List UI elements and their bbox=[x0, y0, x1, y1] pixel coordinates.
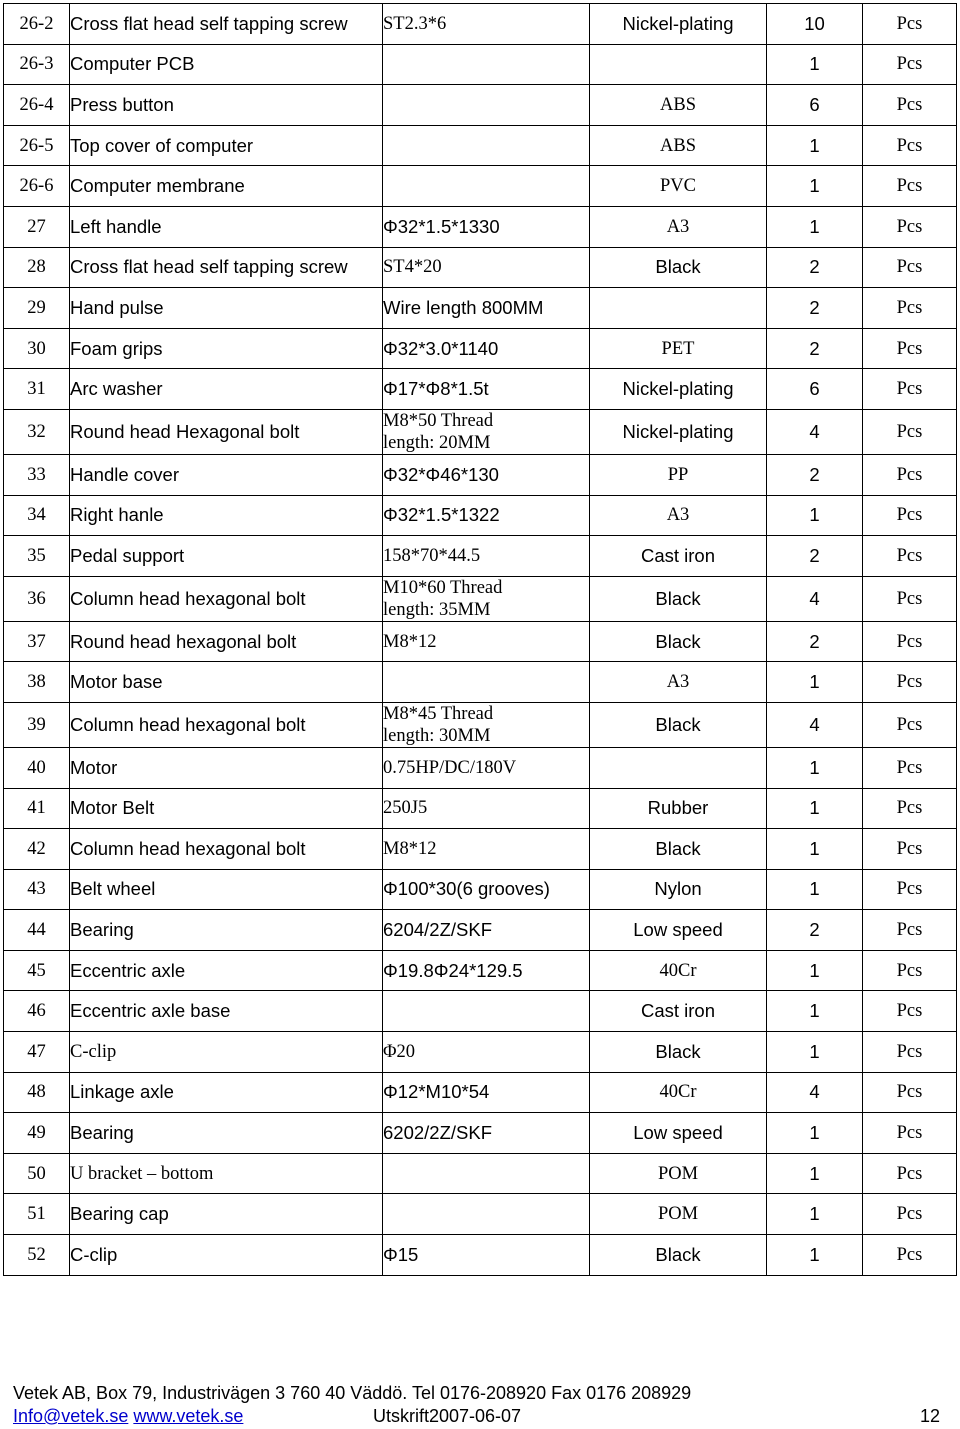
row-number: 41 bbox=[4, 788, 70, 829]
row-specification: 158*70*44.5 bbox=[383, 536, 590, 577]
table-row bbox=[4, 991, 957, 1032]
row-unit: Pcs bbox=[863, 576, 957, 621]
table-row bbox=[4, 829, 957, 870]
footer-email-link[interactable]: Info@vetek.se bbox=[13, 1406, 129, 1426]
row-material: Black bbox=[590, 576, 767, 621]
row-number: 36 bbox=[4, 576, 70, 621]
row-unit: Pcs bbox=[863, 206, 957, 247]
table-row bbox=[4, 4, 957, 45]
row-material: Cast iron bbox=[590, 536, 767, 577]
row-number: 44 bbox=[4, 910, 70, 951]
footer-links-row bbox=[13, 1406, 948, 1428]
row-number: 35 bbox=[4, 536, 70, 577]
row-unit: Pcs bbox=[863, 125, 957, 166]
row-quantity: 1 bbox=[767, 1235, 863, 1276]
row-specification bbox=[383, 1194, 590, 1235]
row-number: 46 bbox=[4, 991, 70, 1032]
table-row bbox=[4, 44, 957, 85]
table-row bbox=[4, 1153, 957, 1194]
table-row bbox=[4, 328, 957, 369]
row-specification: M8*12 bbox=[383, 829, 590, 870]
table-row bbox=[4, 747, 957, 788]
row-number: 32 bbox=[4, 409, 70, 454]
row-material: Nylon bbox=[590, 869, 767, 910]
row-quantity: 1 bbox=[767, 829, 863, 870]
row-unit: Pcs bbox=[863, 166, 957, 207]
row-specification: ST4*20 bbox=[383, 247, 590, 288]
row-number: 39 bbox=[4, 702, 70, 747]
row-number: 40 bbox=[4, 747, 70, 788]
row-quantity: 2 bbox=[767, 328, 863, 369]
row-part-name: Round head Hexagonal bolt bbox=[70, 409, 383, 454]
row-part-name: Eccentric axle base bbox=[70, 991, 383, 1032]
row-specification: Φ32*1.5*1330 bbox=[383, 206, 590, 247]
row-part-name: Column head hexagonal bolt bbox=[70, 702, 383, 747]
row-material: Rubber bbox=[590, 788, 767, 829]
row-quantity: 2 bbox=[767, 536, 863, 577]
row-unit: Pcs bbox=[863, 747, 957, 788]
row-quantity: 1 bbox=[767, 1153, 863, 1194]
row-quantity: 1 bbox=[767, 495, 863, 536]
row-specification: Φ15 bbox=[383, 1235, 590, 1276]
row-material: Black bbox=[590, 247, 767, 288]
table-row bbox=[4, 166, 957, 207]
row-unit: Pcs bbox=[863, 85, 957, 126]
row-unit: Pcs bbox=[863, 247, 957, 288]
row-specification bbox=[383, 85, 590, 126]
row-material: PET bbox=[590, 328, 767, 369]
row-unit: Pcs bbox=[863, 991, 957, 1032]
row-quantity: 1 bbox=[767, 1113, 863, 1154]
row-quantity: 6 bbox=[767, 85, 863, 126]
table-row bbox=[4, 409, 957, 454]
row-material: A3 bbox=[590, 206, 767, 247]
row-unit: Pcs bbox=[863, 409, 957, 454]
table-row bbox=[4, 662, 957, 703]
row-number: 33 bbox=[4, 454, 70, 495]
row-quantity: 4 bbox=[767, 702, 863, 747]
row-number: 49 bbox=[4, 1113, 70, 1154]
row-specification: Φ12*M10*54 bbox=[383, 1072, 590, 1113]
row-number: 26-6 bbox=[4, 166, 70, 207]
row-unit: Pcs bbox=[863, 454, 957, 495]
parts-table-body bbox=[4, 4, 957, 1276]
row-part-name: Top cover of computer bbox=[70, 125, 383, 166]
row-material: Black bbox=[590, 702, 767, 747]
row-unit: Pcs bbox=[863, 910, 957, 951]
row-part-name: C-clip bbox=[70, 1235, 383, 1276]
row-specification: M8*45 Thread length: 30MM bbox=[383, 702, 590, 747]
row-unit: Pcs bbox=[863, 536, 957, 577]
row-material: A3 bbox=[590, 495, 767, 536]
row-part-name: Right hanle bbox=[70, 495, 383, 536]
row-unit: Pcs bbox=[863, 950, 957, 991]
row-unit: Pcs bbox=[863, 1194, 957, 1235]
row-specification: Φ19.8Φ24*129.5 bbox=[383, 950, 590, 991]
table-row bbox=[4, 621, 957, 662]
row-unit: Pcs bbox=[863, 4, 957, 45]
row-part-name: Bearing bbox=[70, 910, 383, 951]
row-unit: Pcs bbox=[863, 328, 957, 369]
row-unit: Pcs bbox=[863, 1032, 957, 1073]
row-number: 26-4 bbox=[4, 85, 70, 126]
footer-company-line: Vetek AB, Box 79, Industrivägen 3 760 40 Väddö. Tel 0176-208920 Fax 0176 208929 bbox=[13, 1383, 692, 1403]
row-part-name: U bracket – bottom bbox=[70, 1153, 383, 1194]
row-number: 50 bbox=[4, 1153, 70, 1194]
row-part-name: Eccentric axle bbox=[70, 950, 383, 991]
row-material bbox=[590, 44, 767, 85]
row-specification: Φ32*3.0*1140 bbox=[383, 328, 590, 369]
row-number: 51 bbox=[4, 1194, 70, 1235]
row-number: 37 bbox=[4, 621, 70, 662]
row-material: 40Cr bbox=[590, 950, 767, 991]
row-specification: ST2.3*6 bbox=[383, 4, 590, 45]
row-part-name: Press button bbox=[70, 85, 383, 126]
table-row bbox=[4, 1194, 957, 1235]
row-number: 29 bbox=[4, 288, 70, 329]
table-row bbox=[4, 1113, 957, 1154]
row-quantity: 1 bbox=[767, 166, 863, 207]
row-specification: Φ100*30(6 grooves) bbox=[383, 869, 590, 910]
row-part-name: Column head hexagonal bolt bbox=[70, 576, 383, 621]
row-number: 48 bbox=[4, 1072, 70, 1113]
row-quantity: 2 bbox=[767, 288, 863, 329]
row-part-name: Left handle bbox=[70, 206, 383, 247]
row-quantity: 1 bbox=[767, 950, 863, 991]
table-row bbox=[4, 369, 957, 410]
row-unit: Pcs bbox=[863, 829, 957, 870]
row-material: POM bbox=[590, 1194, 767, 1235]
row-quantity: 6 bbox=[767, 369, 863, 410]
row-specification: Φ32*1.5*1322 bbox=[383, 495, 590, 536]
table-row bbox=[4, 288, 957, 329]
table-row bbox=[4, 206, 957, 247]
row-unit: Pcs bbox=[863, 1153, 957, 1194]
row-unit: Pcs bbox=[863, 702, 957, 747]
row-quantity: 2 bbox=[767, 247, 863, 288]
row-part-name: Motor bbox=[70, 747, 383, 788]
row-material: PP bbox=[590, 454, 767, 495]
table-row bbox=[4, 1235, 957, 1276]
row-quantity: 4 bbox=[767, 576, 863, 621]
row-specification bbox=[383, 991, 590, 1032]
row-number: 52 bbox=[4, 1235, 70, 1276]
row-material: PVC bbox=[590, 166, 767, 207]
row-unit: Pcs bbox=[863, 621, 957, 662]
row-material: ABS bbox=[590, 85, 767, 126]
row-quantity: 1 bbox=[767, 662, 863, 703]
row-quantity: 1 bbox=[767, 206, 863, 247]
row-specification: 6202/2Z/SKF bbox=[383, 1113, 590, 1154]
row-part-name: Column head hexagonal bolt bbox=[70, 829, 383, 870]
row-unit: Pcs bbox=[863, 1235, 957, 1276]
row-specification: 250J5 bbox=[383, 788, 590, 829]
footer-page-number: 12 bbox=[919, 1406, 940, 1426]
footer-print-date: Utskrift2007-06-07 bbox=[373, 1406, 522, 1426]
row-quantity: 1 bbox=[767, 44, 863, 85]
row-specification: 0.75HP/DC/180V bbox=[383, 747, 590, 788]
row-unit: Pcs bbox=[863, 869, 957, 910]
row-unit: Pcs bbox=[863, 1072, 957, 1113]
row-part-name: Belt wheel bbox=[70, 869, 383, 910]
row-quantity: 2 bbox=[767, 454, 863, 495]
row-quantity: 1 bbox=[767, 747, 863, 788]
row-quantity: 2 bbox=[767, 621, 863, 662]
row-number: 45 bbox=[4, 950, 70, 991]
row-material bbox=[590, 288, 767, 329]
row-part-name: Cross flat head self tapping screw bbox=[70, 4, 383, 45]
row-material: Black bbox=[590, 1032, 767, 1073]
row-quantity: 1 bbox=[767, 788, 863, 829]
row-unit: Pcs bbox=[863, 44, 957, 85]
row-number: 42 bbox=[4, 829, 70, 870]
row-quantity: 1 bbox=[767, 1194, 863, 1235]
row-quantity: 1 bbox=[767, 1032, 863, 1073]
row-part-name: Round head hexagonal bolt bbox=[70, 621, 383, 662]
row-material: Nickel-plating bbox=[590, 4, 767, 45]
row-material bbox=[590, 747, 767, 788]
row-specification bbox=[383, 44, 590, 85]
row-part-name: Hand pulse bbox=[70, 288, 383, 329]
row-specification bbox=[383, 125, 590, 166]
table-row bbox=[4, 125, 957, 166]
table-row bbox=[4, 869, 957, 910]
row-unit: Pcs bbox=[863, 662, 957, 703]
row-material: Low speed bbox=[590, 910, 767, 951]
row-number: 43 bbox=[4, 869, 70, 910]
table-row bbox=[4, 454, 957, 495]
row-part-name: Arc washer bbox=[70, 369, 383, 410]
row-specification bbox=[383, 166, 590, 207]
table-row bbox=[4, 85, 957, 126]
row-specification: 6204/2Z/SKF bbox=[383, 910, 590, 951]
table-row bbox=[4, 702, 957, 747]
row-specification: Φ17*Φ8*1.5t bbox=[383, 369, 590, 410]
row-specification: M8*50 Thread length: 20MM bbox=[383, 409, 590, 454]
row-quantity: 4 bbox=[767, 409, 863, 454]
row-specification: Wire length 800MM bbox=[383, 288, 590, 329]
row-number: 26-5 bbox=[4, 125, 70, 166]
table-row bbox=[4, 576, 957, 621]
row-material: Low speed bbox=[590, 1113, 767, 1154]
row-material: ABS bbox=[590, 125, 767, 166]
row-number: 27 bbox=[4, 206, 70, 247]
row-part-name: C-clip bbox=[70, 1032, 383, 1073]
row-material: Black bbox=[590, 621, 767, 662]
row-unit: Pcs bbox=[863, 1113, 957, 1154]
table-row bbox=[4, 788, 957, 829]
row-part-name: Computer membrane bbox=[70, 166, 383, 207]
table-row bbox=[4, 910, 957, 951]
row-quantity: 4 bbox=[767, 1072, 863, 1113]
row-unit: Pcs bbox=[863, 495, 957, 536]
table-row bbox=[4, 495, 957, 536]
row-number: 38 bbox=[4, 662, 70, 703]
row-specification: Φ20 bbox=[383, 1032, 590, 1073]
row-part-name: Computer PCB bbox=[70, 44, 383, 85]
row-material: Cast iron bbox=[590, 991, 767, 1032]
row-specification: Φ32*Φ46*130 bbox=[383, 454, 590, 495]
row-number: 28 bbox=[4, 247, 70, 288]
row-part-name: Pedal support bbox=[70, 536, 383, 577]
row-material: Black bbox=[590, 829, 767, 870]
row-specification bbox=[383, 1153, 590, 1194]
table-row bbox=[4, 1032, 957, 1073]
footer-website-link[interactable]: www.vetek.se bbox=[133, 1406, 244, 1426]
row-material: Nickel-plating bbox=[590, 409, 767, 454]
row-part-name: Motor base bbox=[70, 662, 383, 703]
row-quantity: 1 bbox=[767, 125, 863, 166]
row-material: Nickel-plating bbox=[590, 369, 767, 410]
row-specification: M10*60 Thread length: 35MM bbox=[383, 576, 590, 621]
row-material: Black bbox=[590, 1235, 767, 1276]
row-part-name: Cross flat head self tapping screw bbox=[70, 247, 383, 288]
table-row bbox=[4, 950, 957, 991]
row-part-name: Bearing bbox=[70, 1113, 383, 1154]
parts-table bbox=[3, 3, 957, 1276]
row-number: 26-2 bbox=[4, 4, 70, 45]
row-quantity: 1 bbox=[767, 869, 863, 910]
row-specification bbox=[383, 662, 590, 703]
row-material: POM bbox=[590, 1153, 767, 1194]
table-row bbox=[4, 536, 957, 577]
row-unit: Pcs bbox=[863, 288, 957, 329]
row-quantity: 2 bbox=[767, 910, 863, 951]
row-part-name: Motor Belt bbox=[70, 788, 383, 829]
row-unit: Pcs bbox=[863, 788, 957, 829]
row-part-name: Foam grips bbox=[70, 328, 383, 369]
row-number: 26-3 bbox=[4, 44, 70, 85]
row-part-name: Bearing cap bbox=[70, 1194, 383, 1235]
row-material: A3 bbox=[590, 662, 767, 703]
row-number: 30 bbox=[4, 328, 70, 369]
row-unit: Pcs bbox=[863, 369, 957, 410]
row-part-name: Linkage axle bbox=[70, 1072, 383, 1113]
row-part-name: Handle cover bbox=[70, 454, 383, 495]
row-material: 40Cr bbox=[590, 1072, 767, 1113]
row-number: 34 bbox=[4, 495, 70, 536]
row-specification: M8*12 bbox=[383, 621, 590, 662]
row-quantity: 10 bbox=[767, 4, 863, 45]
row-number: 47 bbox=[4, 1032, 70, 1073]
table-row bbox=[4, 1072, 957, 1113]
row-number: 31 bbox=[4, 369, 70, 410]
row-quantity: 1 bbox=[767, 991, 863, 1032]
table-row bbox=[4, 247, 957, 288]
